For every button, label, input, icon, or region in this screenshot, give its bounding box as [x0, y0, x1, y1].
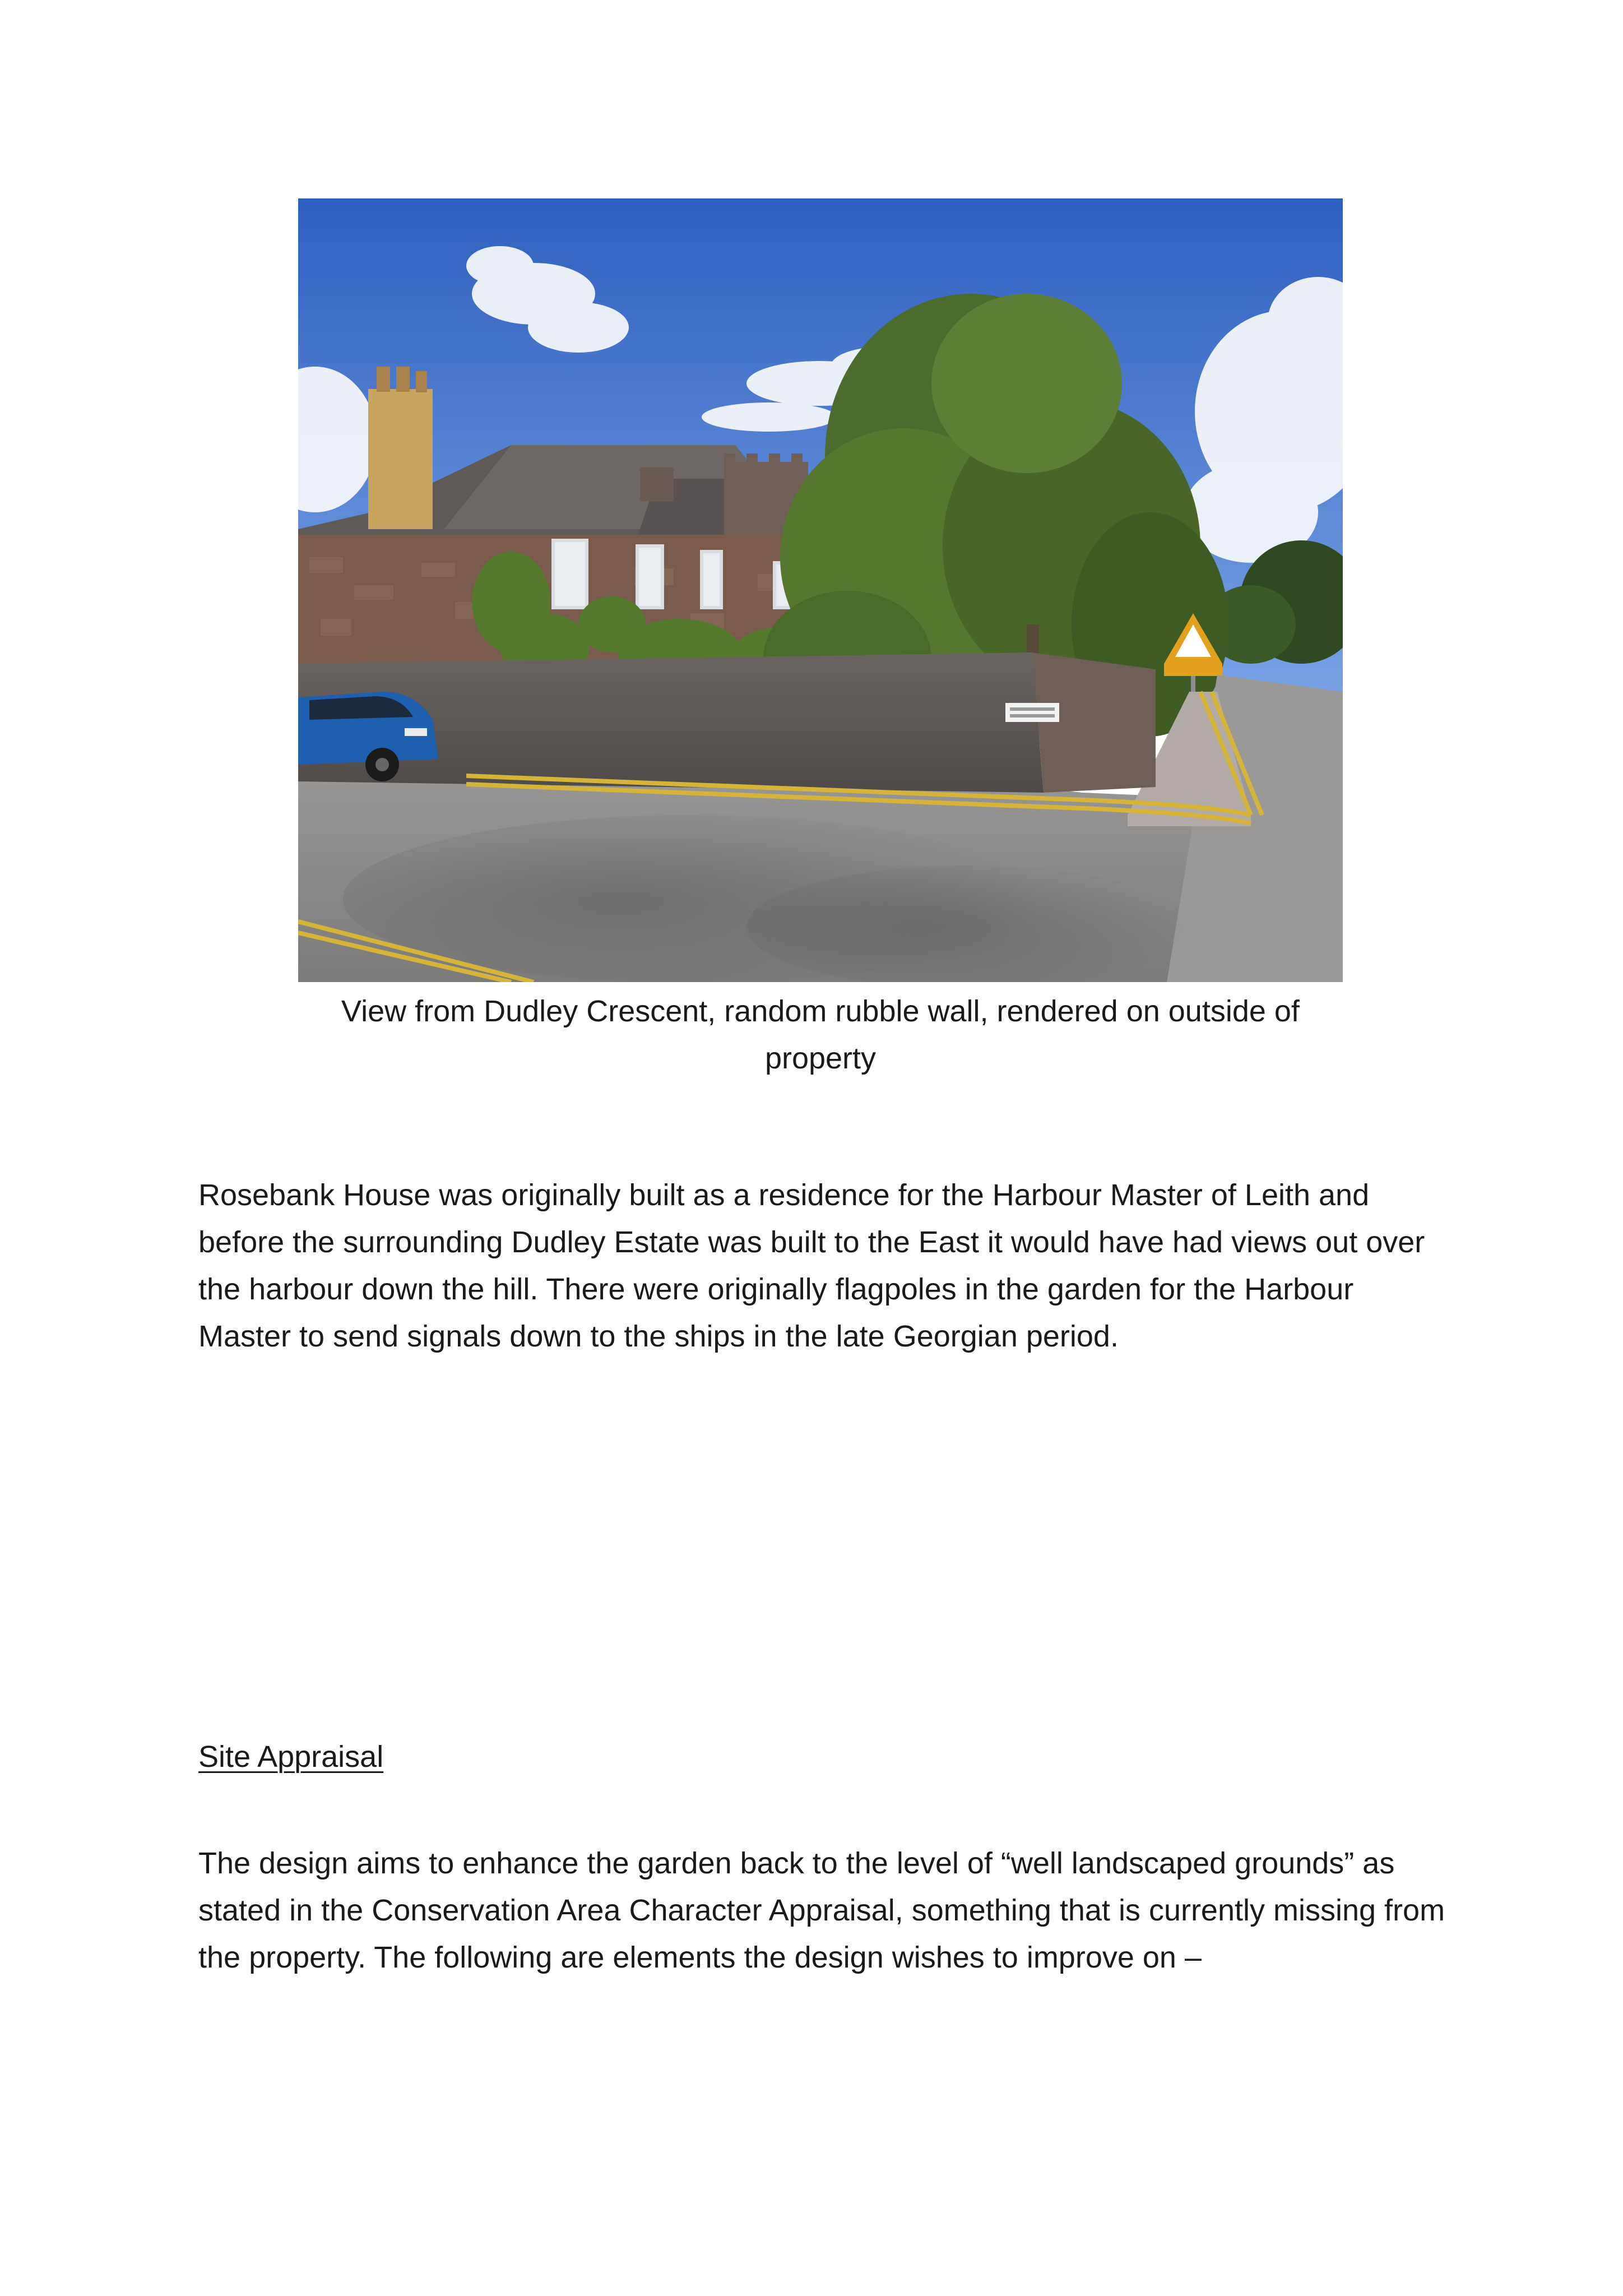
site-appraisal-paragraph: The design aims to enhance the garden back to the level of “well landscaped grounds” as stated in the Conservation Area Character Appraisal, something that is currently missing from the property. The following are elements the design wishes to improve on – [198, 1846, 1445, 1974]
property-photo [298, 198, 1343, 982]
photograph-icon [298, 198, 1343, 982]
photo-caption: View from Dudley Crescent, random rubble wall, rendered on outside of property [341, 994, 1300, 1075]
section-heading-site-appraisal: Site Appraisal [198, 1740, 384, 1774]
history-paragraph: Rosebank House was originally built as a residence for the Harbour Master of Leith and before the surrounding Dudley Estate was built to the East it would have had views out over the harbour down the hill. There were originally flagpoles in the garden for the Harbour Master to send signals down to the ships in the late Georgian period. [198, 1178, 1425, 1353]
